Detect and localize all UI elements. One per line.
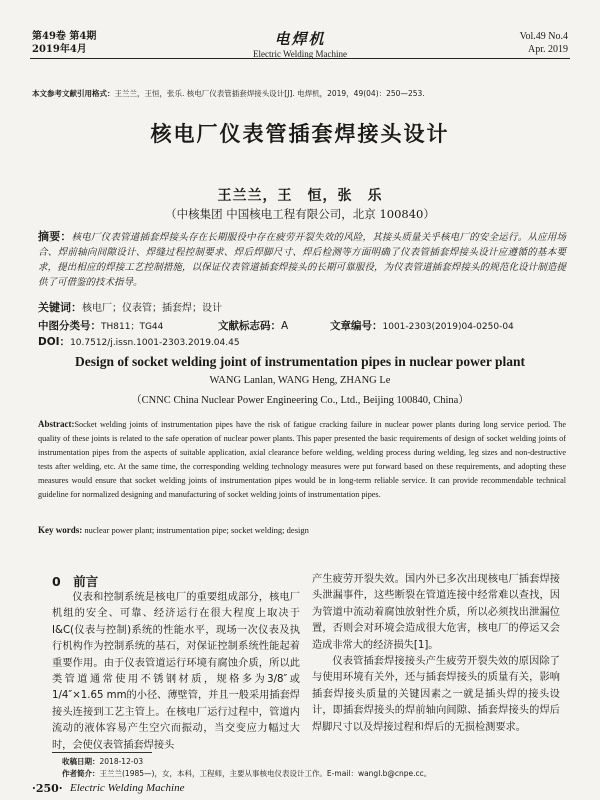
volume-issue-en: Vol.49 No.4	[519, 31, 568, 42]
volume-issue-cn: 第49卷 第4期	[32, 31, 97, 42]
citation-text: 王兰兰，王恒，张乐. 核电厂仪表管插套焊接头设计[J]. 电焊机，2019，49(04)：250—253.	[114, 89, 425, 98]
received-value: 2018-12-03	[99, 757, 144, 766]
body-column-left	[52, 590, 300, 754]
received-label: 收稿日期：	[62, 757, 100, 766]
article-number-label: 文章编号：	[330, 320, 383, 332]
keywords-en-text: nuclear power plant; instrumentation pipe; socket welding; design	[84, 525, 309, 535]
keywords-cn-text: 核电厂；仪表管；插套焊；设计	[82, 303, 222, 314]
affiliation-cn: （中核集团 中国核电工程有限公司，北京 100840）	[165, 207, 435, 221]
author-bio-label: 作者简介：	[62, 769, 100, 778]
doc-code-value: A	[281, 320, 289, 332]
keywords-en	[38, 525, 566, 535]
citation-label: 本文参考文献引用格式：	[32, 89, 115, 98]
header-center	[200, 28, 400, 59]
section-heading: 0 前言	[52, 574, 99, 589]
classification-line	[38, 318, 568, 333]
citation-line	[32, 88, 425, 99]
author-bio	[62, 768, 562, 779]
date-en: Apr. 2019	[528, 44, 568, 55]
clc-value: TH811；TG44	[101, 322, 164, 332]
received-date	[62, 756, 562, 767]
abstract-cn-label: 摘要：	[38, 230, 72, 243]
body-paragraph: 产生疲劳开裂失效。国内外已多次出现核电厂插套焊接头泄漏事件，这些断裂在管道连接中经常难以查找，因为管道中流动着腐蚀放射性介质，所以必须找出泄漏位置，否则会对环境会造成很大危害，核电厂的停运又会造成非常大的经济损失[1]。	[312, 574, 560, 651]
abstract-en	[38, 417, 566, 502]
article-number-value: 1001-2303(2019)04-0250-04	[382, 322, 514, 332]
header-left	[32, 30, 96, 56]
journal-name-en: Electric Welding Machine	[252, 49, 348, 59]
page-number: ·250·	[32, 782, 63, 795]
abstract-cn	[38, 229, 566, 290]
affiliation-en: （CNNC China Nuclear Power Engineering Co., Ltd., Beijing 100840, China）	[131, 395, 469, 406]
keywords-en-label: Key words:	[38, 525, 83, 535]
date-cn: 2019年4月	[32, 44, 87, 55]
article-title-cn: 核电厂仪表管插套焊接头设计	[150, 122, 450, 146]
keywords-cn-label: 关键词：	[38, 301, 82, 314]
doi-value: 10.7512/j.issn.1001-2303.2019.04.45	[70, 338, 240, 348]
footer-journal-script: Electric Welding Machine	[70, 782, 185, 794]
abstract-en-label: Abstract:	[38, 419, 75, 429]
authors-cn: 王兰兰，王 恒，张 乐	[217, 188, 383, 204]
authors-en: WANG Lanlan, WANG Heng, ZHANG Le	[209, 375, 391, 386]
article-title-en: Design of socket welding joint of instrumentation pipes in nuclear power plant	[75, 354, 525, 369]
body-paragraph: 仪表管插套焊接接头产生疲劳开裂失效的原因除了与使用环境有关外，还与插套焊接头的质量有关，影响插套焊接头质量的关键因素之一就是插头焊的接头设计，即插套焊接头的焊前轴向间隙、插套焊接头的焊后焊脚尺寸以及焊接过程和焊后的无损检测要求。	[312, 656, 560, 733]
footnote-rule	[52, 752, 152, 753]
header-right	[520, 30, 568, 56]
doi-line	[38, 334, 568, 349]
abstract-cn-text: 核电厂仪表管道插套焊接头存在长期服役中存在疲劳开裂失效的风险，其接头质量关乎核电厂的安全运行。从应用场合、焊前轴向间隙设计、焊缝过程控制要求、焊后焊脚尺寸、焊后检测等方面明确了仪表管插套焊接头设计应遵循的基本要求，提出相应的焊接工艺控制措施，以保证仪表管道插套焊接头的长期可靠服役，为仪表管道插套焊接头的规范化设计制造提供了可借鉴的技术指导。	[38, 232, 566, 288]
doc-code-label: 文献标志码：	[218, 320, 281, 332]
keywords-cn	[38, 300, 566, 316]
abstract-en-text: Socket welding joints of instrumentation pipes have the risk of fatigue cracking failure in nuclear power plants during long service period. The quality of these joints is related to the safe operation of nuclear power plants. This paper presented the basic requirements of design of socket welding joints of instrumentation pipes from the aspects of suitable application, axial clearance before welding, welding process during welding, leg sizes and non-destructive tests after welding, etc. At the same time, the corresponding welding technology measures were put forward based on these requirements, and adopting these measures would ensure that socket welding joints of instrumentation pipes would be in long-term reliable service. It can provide recommendable technical guideline for normalized designing and manufacturing of socket welding joints of instrumentation pipes.	[38, 420, 566, 499]
body-paragraph: 仪表和控制系统是核电厂的重要组成部分，核电厂机组的安全、可靠、经济运行在很大程度上取决于I&C(仪表与控制)系统的性能水平，现场一次仪表及执行机构作为控制系统的基石，对保证控制系统性能起着重要作用。由于仪表管道运行环境有腐蚀介质，所以此类管道通常使用不锈钢材质，规格多为3/8″或1/4″×1.65 mm的小径、薄壁管，并且一般采用插套焊接头连接到工艺主管上。在核电厂运行过程中，管道内流动的液体容易产生空穴而振动，当交变应力幅过大时，会使仪表管插套焊接头	[52, 592, 300, 751]
author-bio-value: 王兰兰(1985—)，女，本科，工程师，主要从事核电仪表设计工作。E-mail：wangl.b@cnpe.cc。	[99, 769, 432, 778]
header-rule	[30, 58, 570, 59]
clc-label: 中图分类号：	[38, 320, 101, 332]
body-column-right	[312, 572, 560, 736]
journal-logo: 电焊机	[274, 30, 326, 48]
doi-label: DOI：	[38, 336, 71, 348]
